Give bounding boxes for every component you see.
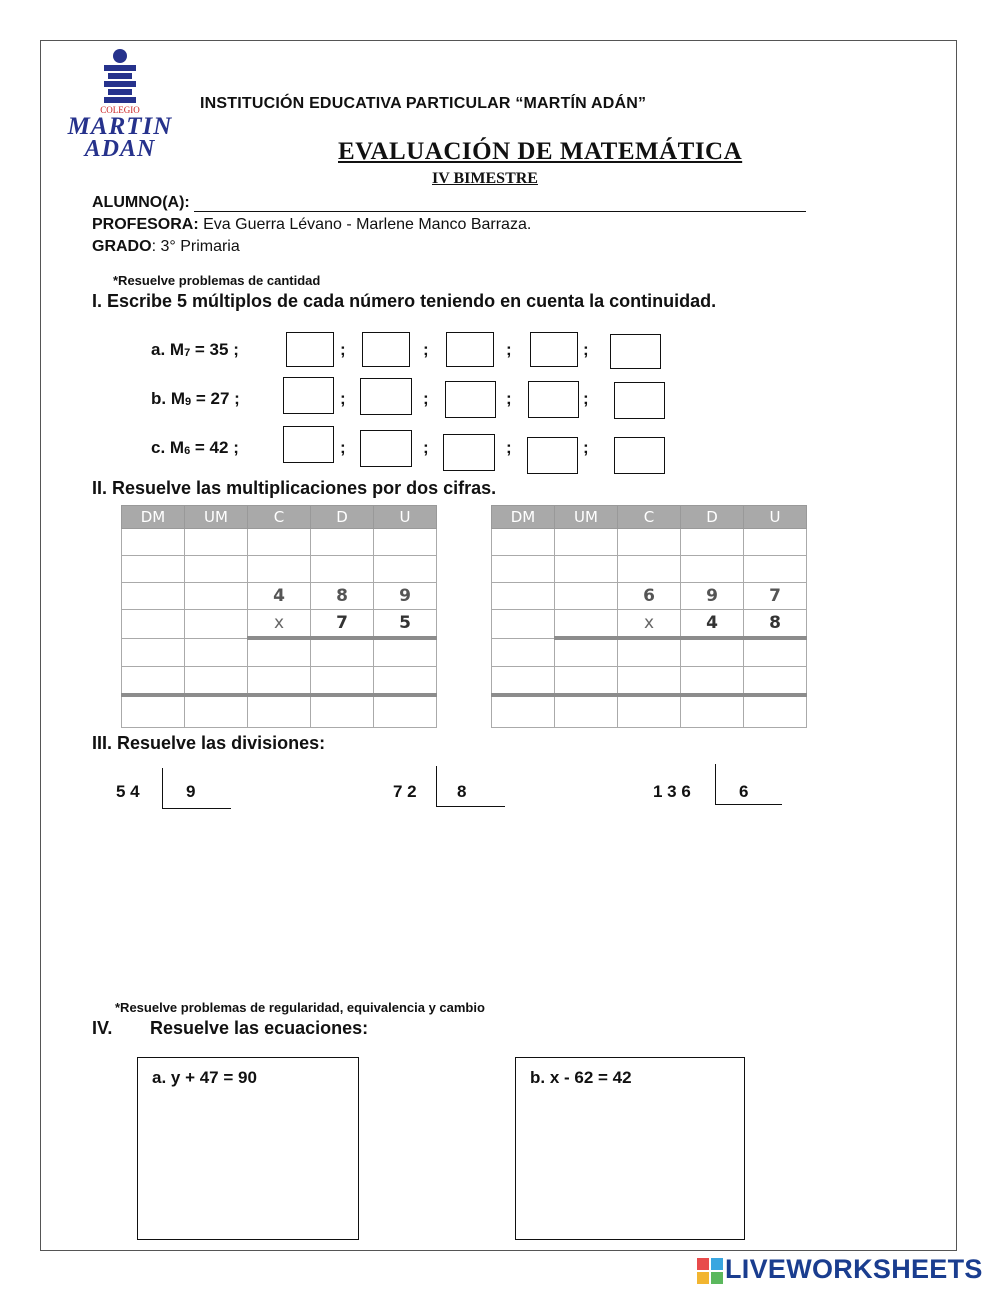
answer-cell[interactable]: [744, 667, 807, 696]
times-sign: x: [618, 610, 681, 639]
factor-digit: 8: [744, 610, 807, 639]
grid-cell: [681, 556, 744, 583]
separator: ;: [583, 389, 589, 408]
separator: ;: [423, 438, 429, 457]
dividend: 5 4: [116, 782, 140, 801]
grid-cell: [555, 583, 618, 610]
factor-digit: 4: [248, 583, 311, 610]
logo-name-line2: ADAN: [84, 136, 156, 162]
answer-cell[interactable]: [555, 695, 618, 728]
section4-heading: Resuelve las ecuaciones:: [150, 1018, 369, 1038]
separator: ;: [583, 340, 589, 359]
multiple-a-1-input[interactable]: [286, 332, 334, 367]
answer-cell[interactable]: [618, 695, 681, 728]
multiples-row-a-label: a. $M_7 = 35$ ;: [151, 340, 239, 359]
answer-cell[interactable]: [681, 638, 744, 667]
answer-cell[interactable]: [185, 638, 248, 667]
separator: ;: [340, 340, 346, 359]
grid-cell: [185, 529, 248, 556]
factor-digit: 4: [681, 610, 744, 639]
multiple-b-5-input[interactable]: [614, 382, 665, 419]
factor-digit: 6: [618, 583, 681, 610]
factor-digit: 7: [744, 583, 807, 610]
answer-cell[interactable]: [248, 638, 311, 667]
answer-cell[interactable]: [555, 638, 618, 667]
answer-cell[interactable]: [311, 695, 374, 728]
section1-note: *Resuelve problemas de cantidad: [113, 273, 321, 288]
answer-cell[interactable]: [744, 695, 807, 728]
teacher-value: Eva Guerra Lévano - Marlene Manco Barraza.: [203, 216, 532, 233]
answer-cell[interactable]: [311, 638, 374, 667]
col-header: UM: [555, 506, 618, 529]
grid-cell: [185, 556, 248, 583]
division-bracket-2: [436, 766, 505, 807]
multiple-b-2-input[interactable]: [360, 378, 412, 415]
grid-cell: [555, 556, 618, 583]
school-logo: [55, 48, 185, 168]
dividend: 1 3 6: [653, 782, 691, 801]
separator: ;: [340, 438, 346, 457]
grid-cell: [311, 556, 374, 583]
grid-cell: [618, 529, 681, 556]
student-label: ALUMNO(A):: [92, 194, 190, 211]
equation-b-box[interactable]: [515, 1057, 745, 1240]
answer-cell[interactable]: [681, 667, 744, 696]
dividend: 7 2: [393, 782, 417, 801]
divisor: 6: [739, 782, 749, 801]
separator: ;: [340, 389, 346, 408]
equation-b: b. x - 62 = 42: [530, 1068, 632, 1087]
separator: ;: [423, 340, 429, 359]
answer-cell[interactable]: [185, 667, 248, 696]
grid-cell: [122, 529, 185, 556]
division-bracket-1: [162, 768, 231, 809]
separator: ;: [423, 389, 429, 408]
grade-row: [92, 238, 240, 256]
grid-cell: [555, 529, 618, 556]
multiplication-grid-right: [491, 505, 807, 728]
answer-cell[interactable]: [618, 638, 681, 667]
section4-note: *Resuelve problemas de regularidad, equivalencia y cambio: [115, 1000, 485, 1015]
answer-cell[interactable]: [618, 667, 681, 696]
section1-heading: I. Escribe 5 múltiplos de cada número teniendo en cuenta la continuidad.: [92, 291, 717, 311]
answer-cell[interactable]: [374, 695, 437, 728]
multiple-a-5-input[interactable]: [610, 334, 661, 369]
answer-cell[interactable]: [248, 695, 311, 728]
multiple-c-1-input[interactable]: [283, 426, 334, 463]
teacher-label: PROFESORA:: [92, 216, 199, 233]
grid-cell: [122, 583, 185, 610]
multiple-a-3-input[interactable]: [446, 332, 494, 367]
grid-cell: [744, 529, 807, 556]
separator: ;: [583, 438, 589, 457]
grid-cell: [248, 556, 311, 583]
factor-digit: 5: [374, 610, 437, 639]
times-sign: x: [248, 610, 311, 639]
divisor: 9: [186, 782, 196, 801]
equation-a-box[interactable]: [137, 1057, 359, 1240]
equation-a: a. y + 47 = 90: [152, 1068, 257, 1087]
grid-cell: [185, 610, 248, 639]
grid-cell: [492, 610, 555, 639]
multiplication-grid-left: [121, 505, 437, 728]
teacher-row: [92, 216, 531, 234]
grid-cell: [248, 529, 311, 556]
answer-cell[interactable]: [185, 695, 248, 728]
page-title: EVALUACIÓN DE MATEMÁTICA: [338, 138, 743, 165]
col-header: D: [681, 506, 744, 529]
col-header: D: [311, 506, 374, 529]
answer-cell[interactable]: [122, 638, 185, 667]
col-header: U: [374, 506, 437, 529]
grid-cell: [492, 529, 555, 556]
factor-digit: 9: [681, 583, 744, 610]
col-header: DM: [492, 506, 555, 529]
col-header: C: [618, 506, 681, 529]
answer-cell[interactable]: [681, 695, 744, 728]
multiple-c-5-input[interactable]: [614, 437, 665, 474]
grid-cell: [122, 610, 185, 639]
answer-cell[interactable]: [744, 638, 807, 667]
answer-cell[interactable]: [374, 638, 437, 667]
answer-cell[interactable]: [248, 667, 311, 696]
answer-cell[interactable]: [122, 695, 185, 728]
answer-cell[interactable]: [311, 667, 374, 696]
multiple-a-4-input[interactable]: [530, 332, 578, 367]
answer-cell[interactable]: [492, 667, 555, 696]
answer-cell[interactable]: [492, 638, 555, 667]
grid-cell: [311, 529, 374, 556]
multiples-row-b-label: b. $M_9 = 27$ ;: [151, 389, 240, 408]
answer-cell[interactable]: [122, 667, 185, 696]
answer-cell[interactable]: [492, 695, 555, 728]
multiple-c-2-input[interactable]: [360, 430, 412, 467]
separator: ;: [506, 438, 512, 457]
multiple-a-2-input[interactable]: [362, 332, 410, 367]
col-header: C: [248, 506, 311, 529]
grid-cell: [374, 529, 437, 556]
grid-cell: [744, 556, 807, 583]
logo-caption: COLEGIO: [100, 105, 140, 115]
grid-cell: [555, 610, 618, 639]
col-header: DM: [122, 506, 185, 529]
multiple-c-4-input[interactable]: [527, 437, 578, 474]
grid-cell: [185, 583, 248, 610]
factor-digit: 9: [374, 583, 437, 610]
liveworksheets-brand: LIVEWORKSHEETS: [725, 1254, 983, 1284]
multiple-b-3-input[interactable]: [445, 381, 496, 418]
grid-cell: [122, 556, 185, 583]
answer-cell[interactable]: [374, 667, 437, 696]
grid-cell: [492, 583, 555, 610]
liveworksheets-logo-icon: [697, 1258, 723, 1284]
grade-value: : 3° Primaria: [151, 238, 240, 255]
liveworksheets-badge-text: [697, 1259, 723, 1285]
grid-cell: [618, 556, 681, 583]
logo-name-line1: MARTIN: [67, 113, 173, 140]
factor-digit: 8: [311, 583, 374, 610]
factor-digit: 7: [311, 610, 374, 639]
grid-cell: [492, 556, 555, 583]
multiple-b-1-input[interactable]: [283, 377, 334, 414]
student-name-field[interactable]: [194, 197, 806, 212]
multiple-b-4-input[interactable]: [528, 381, 579, 418]
grade-label: GRADO: [92, 238, 152, 255]
answer-cell[interactable]: [555, 667, 618, 696]
logo-building-icon: [55, 48, 185, 110]
page-subtitle: IV BIMESTRE: [432, 170, 538, 187]
section4-number: IV.: [92, 1018, 113, 1038]
separator: ;: [506, 340, 512, 359]
col-header: U: [744, 506, 807, 529]
student-row: [92, 194, 806, 212]
multiple-c-3-input[interactable]: [443, 434, 495, 471]
section2-heading: II. Resuelve las multiplicaciones por dos cifras.: [92, 478, 497, 498]
multiples-row-c-label: c. $M_6 = 42$ ;: [151, 438, 239, 457]
school-name: INSTITUCIÓN EDUCATIVA PARTICULAR “MARTÍN ADÁN”: [200, 95, 647, 112]
separator: ;: [506, 389, 512, 408]
col-header: UM: [185, 506, 248, 529]
grid-cell: [681, 529, 744, 556]
section3-heading: III. Resuelve las divisiones:: [92, 733, 326, 753]
divisor: 8: [457, 782, 467, 801]
division-bracket-3: [715, 764, 782, 805]
grid-cell: [374, 556, 437, 583]
